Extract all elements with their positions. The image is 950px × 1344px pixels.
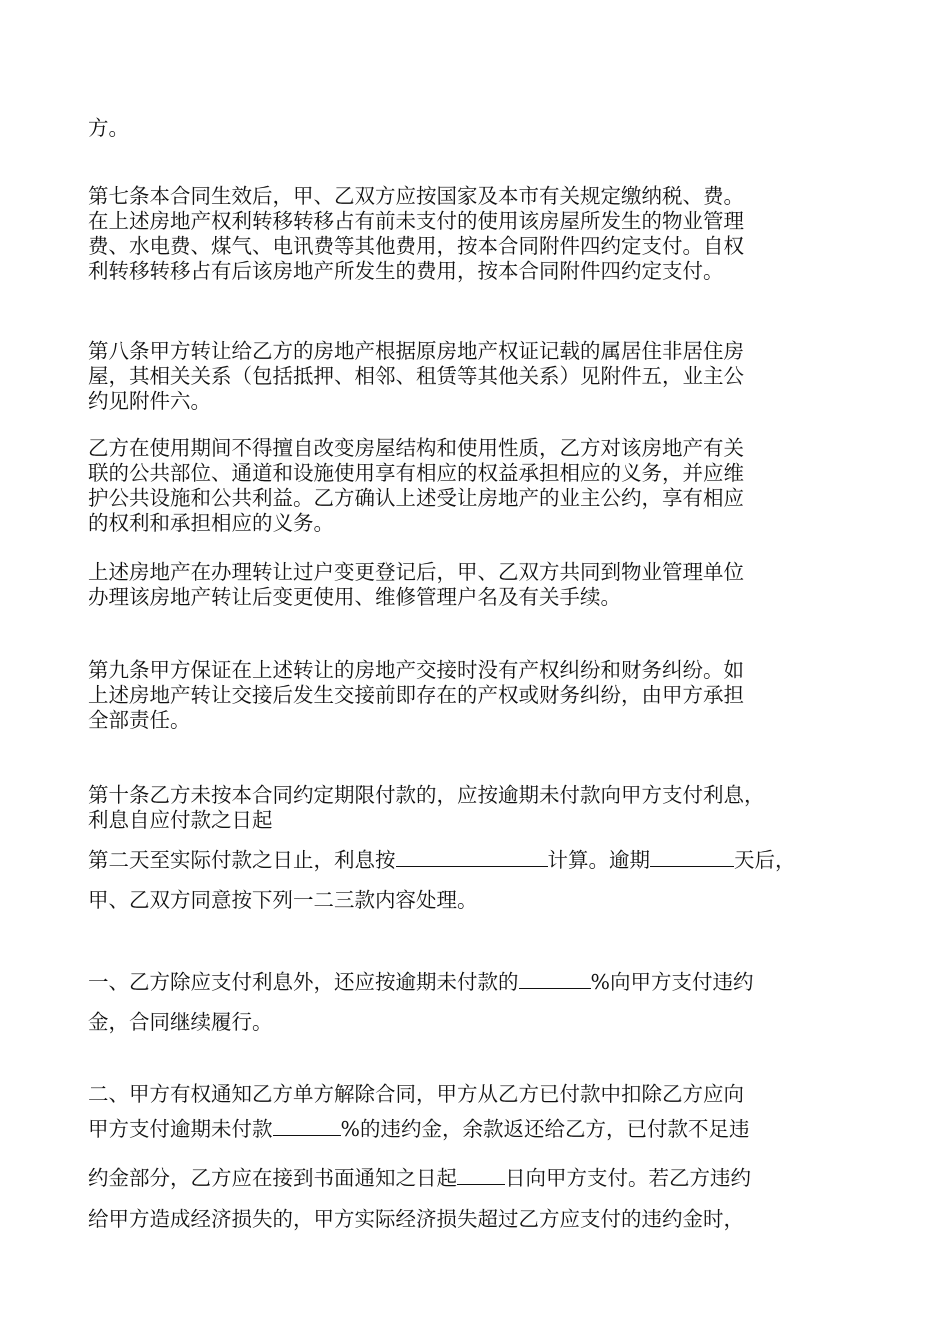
- text-line: 上述房地产在办理转让过户变更登记后，甲、乙双方共同到物业管理单位: [88, 560, 744, 584]
- text-line: 联的公共部位、通道和设施使用享有相应的权益承担相应的义务，并应维: [88, 461, 744, 485]
- text-line: [88, 962, 868, 1002]
- text-segment: %向甲方支付违约: [590, 970, 754, 994]
- text-line: 第八条甲方转让给乙方的房地产根据原房地产权证记载的属居住非居住房: [88, 339, 744, 363]
- text-segment: 甲方支付逾期未付款: [88, 1117, 273, 1141]
- text-line: 在上述房地产权利转移转移占有前未支付的使用该房屋所发生的物业管理: [88, 209, 744, 233]
- text-line: 全部责任。: [88, 708, 191, 732]
- paragraph-article-8-usage: [88, 436, 868, 536]
- text-line: 乙方在使用期间不得擅自改变房屋结构和使用性质，乙方对该房地产有关: [88, 436, 744, 460]
- text-line: 费、水电费、煤气、电讯费等其他费用，按本合同附件四约定支付。自权: [88, 234, 744, 258]
- text-segment: %的违约金，余款返还给乙方，已付款不足违: [340, 1117, 750, 1141]
- text-line: 约见附件六。: [88, 389, 211, 413]
- text-line: 上述房地产转让交接后发生交接前即存在的产权或财务纠纷，由甲方承担: [88, 683, 744, 707]
- text-line: 方。: [88, 116, 129, 140]
- text-line: 第十条乙方未按本合同约定期限付款的，应按逾期未付款向甲方支付利息，: [88, 783, 765, 807]
- paragraph-continuation: [88, 116, 868, 141]
- text-segment: 计算。逾期: [547, 848, 650, 872]
- paragraph-article-9: [88, 658, 868, 733]
- paragraph-article-8: [88, 339, 868, 414]
- fill-in-blank[interactable]: [457, 1166, 505, 1185]
- text-segment: 约金部分，乙方应在接到书面通知之日起: [88, 1166, 457, 1190]
- text-line: 第七条本合同生效后，甲、乙双方应按国家及本市有关规定缴纳税、费。: [88, 184, 744, 208]
- text-line: [88, 840, 868, 880]
- text-line: 屋，其相关关系（包括抵押、相邻、租赁等其他关系）见附件五，业主公: [88, 364, 744, 388]
- paragraph-article-8-registration: [88, 560, 868, 610]
- text-segment: 一、乙方除应支付利息外，还应按逾期未付款的: [88, 970, 519, 994]
- text-line: 金，合同继续履行。: [88, 1010, 273, 1034]
- paragraph-article-10-interest: [88, 840, 868, 920]
- fill-in-blank[interactable]: [519, 970, 591, 989]
- text-line: 护公共设施和公共利益。乙方确认上述受让房地产的业主公约，享有相应: [88, 486, 744, 510]
- text-line: [88, 1152, 868, 1204]
- fill-in-blank[interactable]: [396, 848, 548, 867]
- fill-in-blank[interactable]: [273, 1117, 341, 1136]
- text-line: 利息自应付款之日起: [88, 808, 273, 832]
- text-line: 利转移转移占有后该房地产所发生的费用，按本合同附件四约定支付。: [88, 259, 724, 283]
- paragraph-item-1: [88, 962, 868, 1042]
- text-line: 给甲方造成经济损失的，甲方实际经济损失超过乙方应支付的违约金时，: [88, 1207, 744, 1231]
- fill-in-blank[interactable]: [650, 848, 734, 867]
- paragraph-article-7: [88, 184, 868, 284]
- text-segment: 天后，: [734, 848, 796, 872]
- text-line: [88, 1107, 868, 1152]
- text-line: 办理该房地产转让后变更使用、维修管理户名及有关手续。: [88, 585, 621, 609]
- text-segment: 日向甲方支付。若乙方违约: [505, 1166, 751, 1190]
- text-line: 的权利和承担相应的义务。: [88, 511, 334, 535]
- document-page: [88, 0, 868, 1344]
- text-line: 第九条甲方保证在上述转让的房地产交接时没有产权纠纷和财务纠纷。如: [88, 658, 744, 682]
- paragraph-item-2: [88, 1082, 868, 1234]
- paragraph-article-10: [88, 783, 868, 833]
- text-line: 甲、乙双方同意按下列一二三款内容处理。: [88, 888, 478, 912]
- text-segment: 第二天至实际付款之日止，利息按: [88, 848, 396, 872]
- text-line: 二、甲方有权通知乙方单方解除合同，甲方从乙方已付款中扣除乙方应向: [88, 1082, 744, 1106]
